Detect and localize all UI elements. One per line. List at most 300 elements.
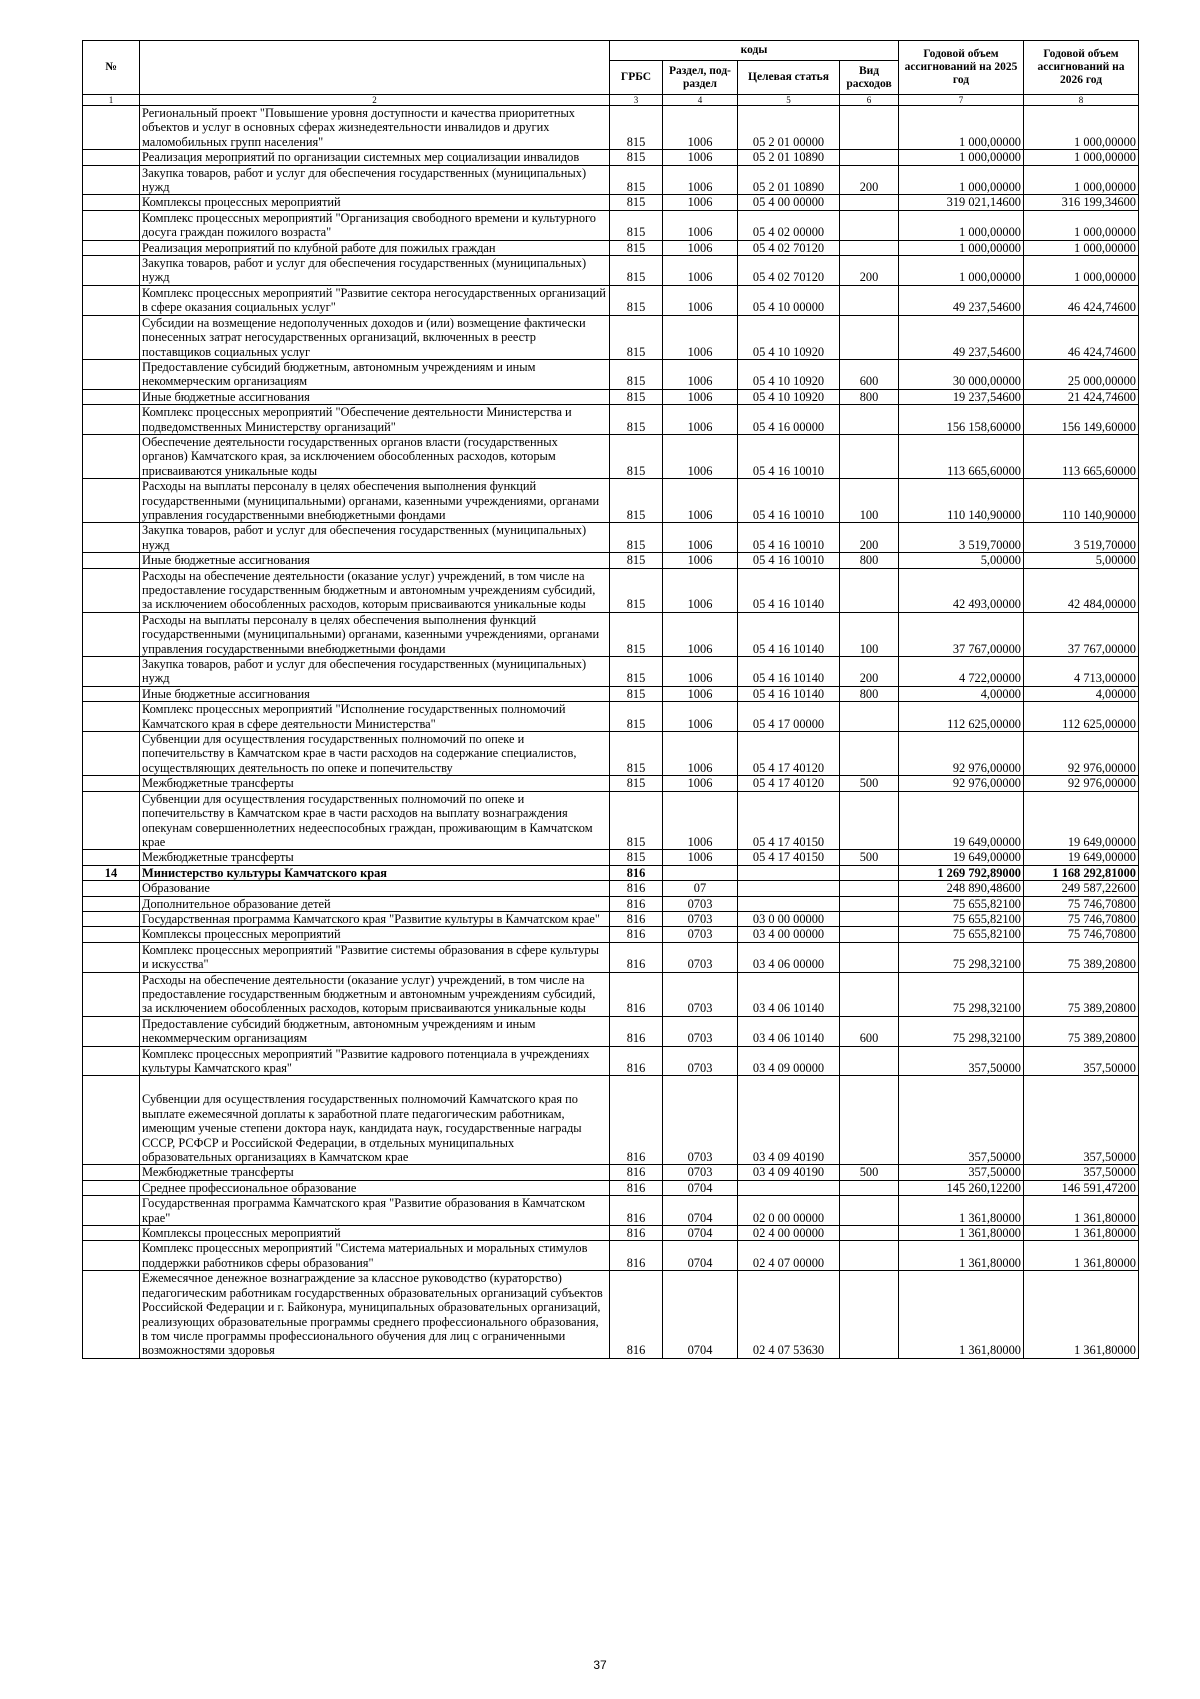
row-target-article: 02 4 00 00000 [738, 1226, 840, 1241]
row-name: Расходы на обеспечение деятельности (оказание услуг) учреждений, в том числе на предоставление государственным бюджетным и автономным учреждениям субсидий, за исключением обособленных расходов, которым присваиваются уникальные коды [140, 568, 610, 612]
row-amount-2026: 5,00000 [1024, 553, 1139, 568]
row-target-article: 05 4 16 10140 [738, 657, 840, 687]
row-name: Закупка товаров, работ и услуг для обеспечения государственных (муниципальных) нужд [140, 657, 610, 687]
row-expense-type [840, 1076, 899, 1165]
row-expense-type [840, 1046, 899, 1076]
row-name: Комплекс процессных мероприятий "Организация свободного времени и культурного досуга граждан пожилого возраста" [140, 210, 610, 240]
row-amount-2026: 1 361,80000 [1024, 1271, 1139, 1358]
row-grbs: 815 [610, 434, 663, 478]
row-section: 1006 [663, 256, 738, 286]
column-number: 4 [663, 95, 738, 106]
row-section: 1006 [663, 240, 738, 255]
row-number [83, 150, 140, 165]
row-grbs: 816 [610, 1016, 663, 1046]
row-grbs: 815 [610, 479, 663, 523]
table-row [83, 1241, 1139, 1271]
row-expense-type [840, 791, 899, 850]
row-expense-type [840, 150, 899, 165]
row-name: Межбюджетные трансферты [140, 1165, 610, 1180]
row-expense-type: 500 [840, 1165, 899, 1180]
row-amount-2026: 92 976,00000 [1024, 776, 1139, 791]
row-grbs: 816 [610, 1180, 663, 1195]
row-target-article: 05 4 17 40120 [738, 732, 840, 776]
row-amount-2026: 4 713,00000 [1024, 657, 1139, 687]
row-amount-2026: 21 424,74600 [1024, 389, 1139, 404]
row-grbs: 815 [610, 315, 663, 359]
table-row [83, 1165, 1139, 1180]
row-number [83, 1016, 140, 1046]
table-row [83, 1226, 1139, 1241]
row-name: Дополнительное образование детей [140, 896, 610, 911]
table-row [83, 1016, 1139, 1046]
row-name: Межбюджетные трансферты [140, 850, 610, 865]
row-amount-2025: 1 000,00000 [899, 150, 1024, 165]
row-expense-type [840, 195, 899, 210]
row-amount-2025: 49 237,54600 [899, 285, 1024, 315]
row-number [83, 1046, 140, 1076]
row-amount-2025: 19 649,00000 [899, 791, 1024, 850]
row-section: 0704 [663, 1271, 738, 1358]
row-name: Закупка товаров, работ и услуг для обеспечения государственных (муниципальных) нужд [140, 523, 610, 553]
row-section: 1006 [663, 657, 738, 687]
column-number: 7 [899, 95, 1024, 106]
row-amount-2026: 110 140,90000 [1024, 479, 1139, 523]
row-number [83, 686, 140, 701]
row-expense-type [840, 865, 899, 880]
row-amount-2025: 1 000,00000 [899, 256, 1024, 286]
row-amount-2025: 92 976,00000 [899, 732, 1024, 776]
row-section: 1006 [663, 285, 738, 315]
row-expense-type: 600 [840, 359, 899, 389]
row-amount-2026: 146 591,47200 [1024, 1180, 1139, 1195]
row-amount-2025: 75 298,32100 [899, 942, 1024, 972]
row-grbs: 816 [610, 911, 663, 926]
row-section: 1006 [663, 195, 738, 210]
row-amount-2026: 357,50000 [1024, 1046, 1139, 1076]
row-name: Расходы на обеспечение деятельности (оказание услуг) учреждений, в том числе на предоставление государственным бюджетным и автономным учреждениям субсидий, за исключением обособленных расходов, которым присваиваются уникальные коды [140, 972, 610, 1016]
table-row [83, 1180, 1139, 1195]
row-expense-type [840, 1180, 899, 1195]
budget-table-sheet [82, 40, 1139, 1359]
row-name: Комплекс процессных мероприятий "Развитие системы образования в сфере культуры и искусства" [140, 942, 610, 972]
row-target-article [738, 865, 840, 880]
row-amount-2025: 1 000,00000 [899, 106, 1024, 150]
row-number [83, 732, 140, 776]
table-row [83, 405, 1139, 435]
row-expense-type: 200 [840, 657, 899, 687]
row-expense-type: 800 [840, 686, 899, 701]
row-name: Закупка товаров, работ и услуг для обеспечения государственных (муниципальных) нужд [140, 165, 610, 195]
table-row [83, 896, 1139, 911]
row-expense-type: 500 [840, 850, 899, 865]
row-grbs: 815 [610, 553, 663, 568]
row-target-article: 05 4 02 70120 [738, 240, 840, 255]
row-amount-2025: 113 665,60000 [899, 434, 1024, 478]
row-number [83, 1196, 140, 1226]
row-name: Государственная программа Камчатского края "Развитие образования в Камчатском крае" [140, 1196, 610, 1226]
row-expense-type [840, 568, 899, 612]
row-section: 1006 [663, 405, 738, 435]
row-target-article [738, 1180, 840, 1195]
col-num-header: № [83, 41, 140, 95]
row-name: Образование [140, 881, 610, 896]
row-amount-2026: 112 625,00000 [1024, 702, 1139, 732]
row-name: Ежемесячное денежное вознаграждение за классное руководство (кураторство) педагогическим работникам государственных образовательных организаций субъектов Российской Федерации и г. Байконура, муниципальных образовательных организаций, реализующих образовательные программы среднего профессионального образования, в том числе программы профессионального обучения для лиц с ограниченными возможностями здоровья [140, 1271, 610, 1358]
page-number: 37 [593, 1658, 607, 1672]
row-section: 1006 [663, 106, 738, 150]
row-target-article: 03 0 00 00000 [738, 911, 840, 926]
row-grbs: 815 [610, 106, 663, 150]
row-target-article: 05 2 01 10890 [738, 150, 840, 165]
row-amount-2025: 110 140,90000 [899, 479, 1024, 523]
row-name: Расходы на выплаты персоналу в целях обеспечения выполнения функций государственными (муниципальными) органами, казенными учреждениями, органами управления государственными внебюджетными фондами [140, 479, 610, 523]
row-number [83, 1180, 140, 1195]
column-number: 5 [738, 95, 840, 106]
row-target-article: 05 4 10 10920 [738, 389, 840, 404]
row-target-article: 05 4 17 40120 [738, 776, 840, 791]
row-name: Предоставление субсидий бюджетным, автономным учреждениям и иным некоммерческим организациям [140, 359, 610, 389]
table-row [83, 256, 1139, 286]
row-amount-2025: 75 655,82100 [899, 927, 1024, 942]
row-name: Межбюджетные трансферты [140, 776, 610, 791]
column-number: 6 [840, 95, 899, 106]
table-row [83, 686, 1139, 701]
row-target-article: 05 4 16 10010 [738, 479, 840, 523]
row-name: Предоставление субсидий бюджетным, автономным учреждениям и иным некоммерческим организациям [140, 1016, 610, 1046]
row-expense-type [840, 1226, 899, 1241]
row-number [83, 657, 140, 687]
row-name: Комплексы процессных мероприятий [140, 195, 610, 210]
row-number [83, 210, 140, 240]
row-name: Министерство культуры Камчатского края [140, 865, 610, 880]
table-row [83, 359, 1139, 389]
row-target-article [738, 881, 840, 896]
col-2026-header: Годовой объем ассигнований на 2026 год [1024, 41, 1139, 95]
row-amount-2026: 1 168 292,81000 [1024, 865, 1139, 880]
row-amount-2025: 5,00000 [899, 553, 1024, 568]
row-name: Комплексы процессных мероприятий [140, 927, 610, 942]
row-amount-2026: 75 389,20800 [1024, 1016, 1139, 1046]
table-body [83, 106, 1139, 1359]
row-section: 0703 [663, 927, 738, 942]
row-section: 1006 [663, 732, 738, 776]
row-grbs: 815 [610, 389, 663, 404]
table-row [83, 165, 1139, 195]
row-number [83, 568, 140, 612]
row-number [83, 942, 140, 972]
row-target-article: 05 4 10 10920 [738, 359, 840, 389]
row-expense-type [840, 1241, 899, 1271]
col-name-header [140, 41, 610, 95]
row-number [83, 240, 140, 255]
row-number [83, 881, 140, 896]
row-amount-2026: 46 424,74600 [1024, 285, 1139, 315]
row-expense-type [840, 927, 899, 942]
row-name: Комплексы процессных мероприятий [140, 1226, 610, 1241]
row-name: Расходы на выплаты персоналу в целях обеспечения выполнения функций государственными (муниципальными) органами, казенными учреждениями, органами управления государственными внебюджетными фондами [140, 612, 610, 656]
row-section: 0703 [663, 1046, 738, 1076]
row-target-article: 05 4 16 10140 [738, 612, 840, 656]
row-section: 0703 [663, 896, 738, 911]
row-target-article: 03 4 06 10140 [738, 1016, 840, 1046]
row-amount-2026: 156 149,60000 [1024, 405, 1139, 435]
row-expense-type: 800 [840, 389, 899, 404]
table-row [83, 881, 1139, 896]
row-amount-2026: 357,50000 [1024, 1076, 1139, 1165]
row-target-article: 03 4 09 40190 [738, 1076, 840, 1165]
table-row [83, 702, 1139, 732]
row-amount-2025: 1 000,00000 [899, 165, 1024, 195]
row-section: 1006 [663, 315, 738, 359]
table-row [83, 240, 1139, 255]
row-amount-2025: 37 767,00000 [899, 612, 1024, 656]
row-grbs: 815 [610, 195, 663, 210]
row-amount-2025: 3 519,70000 [899, 523, 1024, 553]
row-section: 1006 [663, 791, 738, 850]
row-amount-2025: 1 361,80000 [899, 1226, 1024, 1241]
table-row [83, 315, 1139, 359]
row-amount-2026: 75 389,20800 [1024, 942, 1139, 972]
row-amount-2025: 1 000,00000 [899, 240, 1024, 255]
row-section: 07 [663, 881, 738, 896]
row-grbs: 816 [610, 1241, 663, 1271]
row-number [83, 479, 140, 523]
row-amount-2025: 1 361,80000 [899, 1241, 1024, 1271]
row-grbs: 816 [610, 896, 663, 911]
table-row [83, 479, 1139, 523]
row-section: 0703 [663, 911, 738, 926]
row-target-article: 05 4 16 00000 [738, 405, 840, 435]
row-number [83, 405, 140, 435]
table-row [83, 927, 1139, 942]
row-grbs: 815 [610, 702, 663, 732]
row-section: 1006 [663, 686, 738, 701]
table-row [83, 732, 1139, 776]
row-number [83, 850, 140, 865]
row-amount-2025: 1 361,80000 [899, 1196, 1024, 1226]
table-row [83, 657, 1139, 687]
row-grbs: 816 [610, 1076, 663, 1165]
row-number [83, 972, 140, 1016]
table-row [83, 942, 1139, 972]
row-amount-2026: 113 665,60000 [1024, 434, 1139, 478]
row-expense-type: 500 [840, 776, 899, 791]
row-number [83, 315, 140, 359]
row-number [83, 285, 140, 315]
row-target-article: 05 4 16 10140 [738, 568, 840, 612]
row-section: 0704 [663, 1196, 738, 1226]
row-number [83, 523, 140, 553]
row-amount-2025: 75 655,82100 [899, 911, 1024, 926]
row-section: 0703 [663, 972, 738, 1016]
row-number [83, 1076, 140, 1165]
row-amount-2025: 1 000,00000 [899, 210, 1024, 240]
row-target-article: 05 4 16 10010 [738, 523, 840, 553]
row-number [83, 359, 140, 389]
table-row [83, 1271, 1139, 1358]
row-amount-2025: 1 361,80000 [899, 1271, 1024, 1358]
table-row [83, 911, 1139, 926]
row-expense-type [840, 315, 899, 359]
row-amount-2026: 1 000,00000 [1024, 210, 1139, 240]
row-number [83, 434, 140, 478]
row-expense-type [840, 240, 899, 255]
row-amount-2025: 112 625,00000 [899, 702, 1024, 732]
row-expense-type [840, 285, 899, 315]
row-amount-2026: 3 519,70000 [1024, 523, 1139, 553]
row-amount-2025: 319 021,14600 [899, 195, 1024, 210]
row-target-article: 05 4 10 00000 [738, 285, 840, 315]
row-amount-2025: 42 493,00000 [899, 568, 1024, 612]
row-number: 14 [83, 865, 140, 880]
row-number [83, 702, 140, 732]
column-number: 3 [610, 95, 663, 106]
table-row [83, 434, 1139, 478]
table-row [83, 285, 1139, 315]
row-amount-2026: 357,50000 [1024, 1165, 1139, 1180]
row-section: 0703 [663, 1165, 738, 1180]
table-row [83, 776, 1139, 791]
row-expense-type [840, 702, 899, 732]
row-name: Субсидии на возмещение недополученных доходов и (или) возмещение фактически понесенных затрат негосударственных организаций, включенных в реестр поставщиков социальных услуг [140, 315, 610, 359]
row-amount-2025: 4,00000 [899, 686, 1024, 701]
row-section: 0703 [663, 942, 738, 972]
row-grbs: 815 [610, 686, 663, 701]
row-amount-2026: 1 000,00000 [1024, 165, 1139, 195]
row-amount-2026: 4,00000 [1024, 686, 1139, 701]
row-grbs: 816 [610, 1271, 663, 1358]
row-grbs: 815 [610, 256, 663, 286]
row-section: 1006 [663, 479, 738, 523]
row-section: 1006 [663, 210, 738, 240]
row-grbs: 815 [610, 568, 663, 612]
column-number-row [83, 95, 1139, 106]
row-amount-2026: 25 000,00000 [1024, 359, 1139, 389]
row-amount-2026: 1 000,00000 [1024, 106, 1139, 150]
row-grbs: 815 [610, 612, 663, 656]
row-name: Иные бюджетные ассигнования [140, 389, 610, 404]
row-grbs: 816 [610, 1165, 663, 1180]
budget-table [82, 40, 1139, 1359]
row-grbs: 815 [610, 165, 663, 195]
col-grbs-header: ГРБС [610, 61, 663, 95]
row-expense-type [840, 732, 899, 776]
row-name: Комплекс процессных мероприятий "Система материальных и моральных стимулов поддержки работников сферы образования" [140, 1241, 610, 1271]
row-target-article: 03 4 00 00000 [738, 927, 840, 942]
row-name: Реализация мероприятий по организации системных мер социализации инвалидов [140, 150, 610, 165]
row-amount-2025: 92 976,00000 [899, 776, 1024, 791]
row-grbs: 815 [610, 657, 663, 687]
row-amount-2025: 19 649,00000 [899, 850, 1024, 865]
row-grbs: 815 [610, 150, 663, 165]
row-amount-2026: 92 976,00000 [1024, 732, 1139, 776]
row-expense-type: 100 [840, 479, 899, 523]
row-name: Иные бюджетные ассигнования [140, 553, 610, 568]
row-section: 0704 [663, 1241, 738, 1271]
row-amount-2026: 42 484,00000 [1024, 568, 1139, 612]
row-number [83, 1241, 140, 1271]
row-expense-type: 100 [840, 612, 899, 656]
row-expense-type [840, 106, 899, 150]
row-grbs: 815 [610, 285, 663, 315]
row-target-article: 02 4 07 00000 [738, 1241, 840, 1271]
table-row [83, 612, 1139, 656]
row-target-article: 02 0 00 00000 [738, 1196, 840, 1226]
row-target-article: 03 4 06 00000 [738, 942, 840, 972]
row-amount-2025: 248 890,48600 [899, 881, 1024, 896]
row-amount-2025: 75 298,32100 [899, 972, 1024, 1016]
row-name: Субвенции для осуществления государственных полномочий по опеке и попечительству в Камчатском крае в части расходов на выплату вознаграждения опекунам совершеннолетних недееспособных граждан, проживающим в Камчатском крае [140, 791, 610, 850]
table-row [83, 972, 1139, 1016]
row-name: Обеспечение деятельности государственных органов власти (государственных органов) Камчатского края, за исключением обособленных расходов, которым присваиваются уникальные коды [140, 434, 610, 478]
row-section: 1006 [663, 359, 738, 389]
row-name: Иные бюджетные ассигнования [140, 686, 610, 701]
row-section: 0703 [663, 1076, 738, 1165]
row-name: Закупка товаров, работ и услуг для обеспечения государственных (муниципальных) нужд [140, 256, 610, 286]
row-target-article: 05 4 02 00000 [738, 210, 840, 240]
row-section: 1006 [663, 434, 738, 478]
row-section: 1006 [663, 553, 738, 568]
row-number [83, 911, 140, 926]
row-expense-type [840, 896, 899, 911]
col-2025-header: Годовой объем ассигнований на 2025 год [899, 41, 1024, 95]
row-grbs: 816 [610, 1046, 663, 1076]
row-name: Комплекс процессных мероприятий "Обеспечение деятельности Министерства и подведомственных Министерству организаций" [140, 405, 610, 435]
col-target-header: Целевая статья [738, 61, 840, 95]
table-row [83, 195, 1139, 210]
row-amount-2025: 75 298,32100 [899, 1016, 1024, 1046]
row-name: Субвенции для осуществления государственных полномочий Камчатского края по выплате ежемесячной доплаты к заработной плате педагогическим работникам, имеющим ученые степени доктора наук, кандидата наук, государственные награды СССР, РСФСР и Российской Федерации, в отдельных муниципальных образовательных организациях в Камчатском крае [140, 1076, 610, 1165]
row-amount-2026: 1 000,00000 [1024, 256, 1139, 286]
row-expense-type [840, 210, 899, 240]
row-target-article: 05 4 16 10140 [738, 686, 840, 701]
row-amount-2025: 19 237,54600 [899, 389, 1024, 404]
row-amount-2026: 75 389,20800 [1024, 972, 1139, 1016]
row-amount-2026: 75 746,70800 [1024, 896, 1139, 911]
table-header [83, 41, 1139, 106]
row-section: 1006 [663, 165, 738, 195]
row-number [83, 776, 140, 791]
row-section: 1006 [663, 523, 738, 553]
row-amount-2026: 19 649,00000 [1024, 850, 1139, 865]
table-row [83, 1076, 1139, 1165]
row-amount-2026: 1 000,00000 [1024, 150, 1139, 165]
row-target-article: 05 4 16 10010 [738, 553, 840, 568]
row-grbs: 815 [610, 359, 663, 389]
row-amount-2025: 30 000,00000 [899, 359, 1024, 389]
row-name: Среднее профессиональное образование [140, 1180, 610, 1195]
col-section-header: Раздел, под-раздел [663, 61, 738, 95]
row-section: 0704 [663, 1180, 738, 1195]
row-section: 1006 [663, 612, 738, 656]
row-grbs: 816 [610, 1226, 663, 1241]
row-target-article: 03 4 09 40190 [738, 1165, 840, 1180]
row-number [83, 195, 140, 210]
row-grbs: 815 [610, 523, 663, 553]
table-row [83, 389, 1139, 404]
row-target-article: 05 4 10 10920 [738, 315, 840, 359]
row-number [83, 1226, 140, 1241]
row-section: 1006 [663, 850, 738, 865]
row-grbs: 816 [610, 927, 663, 942]
row-expense-type [840, 1196, 899, 1226]
row-number [83, 1271, 140, 1358]
row-section: 1006 [663, 568, 738, 612]
row-expense-type [840, 881, 899, 896]
row-expense-type: 200 [840, 256, 899, 286]
row-name: Реализация мероприятий по клубной работе для пожилых граждан [140, 240, 610, 255]
row-amount-2025: 4 722,00000 [899, 657, 1024, 687]
